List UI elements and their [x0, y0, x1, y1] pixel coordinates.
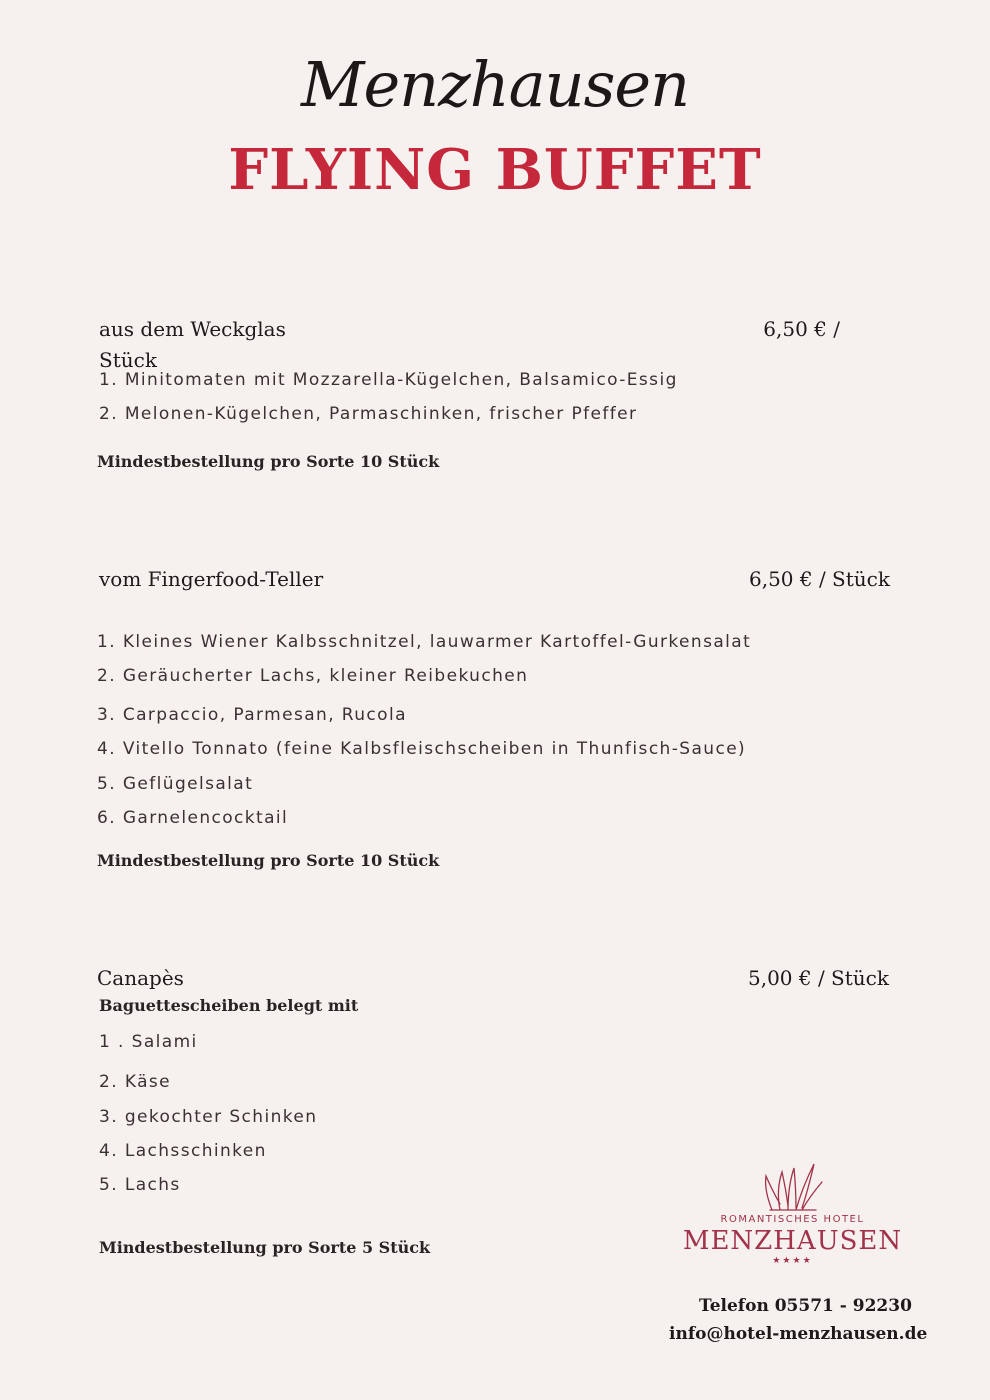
section-price-canapes: 5,00 € / Stück: [747, 966, 889, 990]
section-heading-fingerfood: vom Fingerfood-Teller: [99, 567, 324, 591]
menu-item: 2. Melonen-Kügelchen, Parmaschinken, frischer Pfeffer: [99, 404, 638, 424]
section-heading-weckglas: aus dem Weckglas: [99, 317, 286, 341]
contact-email[interactable]: info@hotel-menzhausen.de: [669, 1324, 928, 1344]
menu-item: 2. Geräucherter Lachs, kleiner Reibekuchen: [97, 666, 529, 686]
min-order-note: Mindestbestellung pro Sorte 10 Stück: [97, 851, 440, 870]
section-heading-canapes: Canapès: [97, 966, 184, 990]
section-price-weckglas: 6,50 € /: [763, 317, 840, 341]
min-order-note: Mindestbestellung pro Sorte 5 Stück: [99, 1238, 431, 1257]
section-heading-weckglas-cont: Stück: [99, 348, 157, 372]
menu-item: 5. Lachs: [99, 1175, 181, 1195]
menu-item: 1. Minitomaten mit Mozzarella-Kügelchen, Balsamico-Essig: [99, 370, 678, 390]
logo-small-text: ROMANTISCHES HOTEL: [720, 1214, 865, 1225]
logo-stars: ★★★★: [772, 1256, 813, 1266]
menu-item: 4. Lachsschinken: [99, 1141, 267, 1161]
menu-item: 3. Carpaccio, Parmesan, Rucola: [97, 705, 407, 725]
menu-item: 4. Vitello Tonnato (feine Kalbsfleischscheiben in Thunfisch-Sauce): [97, 739, 747, 759]
menu-item: 1 . Salami: [99, 1032, 198, 1052]
min-order-note: Mindestbestellung pro Sorte 10 Stück: [97, 452, 440, 471]
section-subheading-canapes: Baguettescheiben belegt mit: [99, 996, 359, 1015]
contact-phone: Telefon 05571 - 92230: [699, 1296, 912, 1316]
menu-item: 2. Käse: [99, 1072, 172, 1092]
section-price-fingerfood: 6,50 € / Stück: [748, 567, 890, 591]
hotel-logo: [680, 1160, 905, 1266]
menu-item: 3. gekochter Schinken: [99, 1107, 318, 1127]
menu-item: 5. Geflügelsalat: [97, 774, 254, 794]
logo-brand-text: MENZHAUSEN: [682, 1226, 903, 1256]
menu-item: 6. Garnelencocktail: [97, 808, 289, 828]
page-title: FLYING BUFFET: [228, 137, 762, 203]
crown-icon: [758, 1160, 828, 1214]
menu-item: 1. Kleines Wiener Kalbsschnitzel, lauwarmer Kartoffel-Gurkensalat: [97, 632, 752, 652]
script-title: Menzhausen: [300, 48, 690, 121]
